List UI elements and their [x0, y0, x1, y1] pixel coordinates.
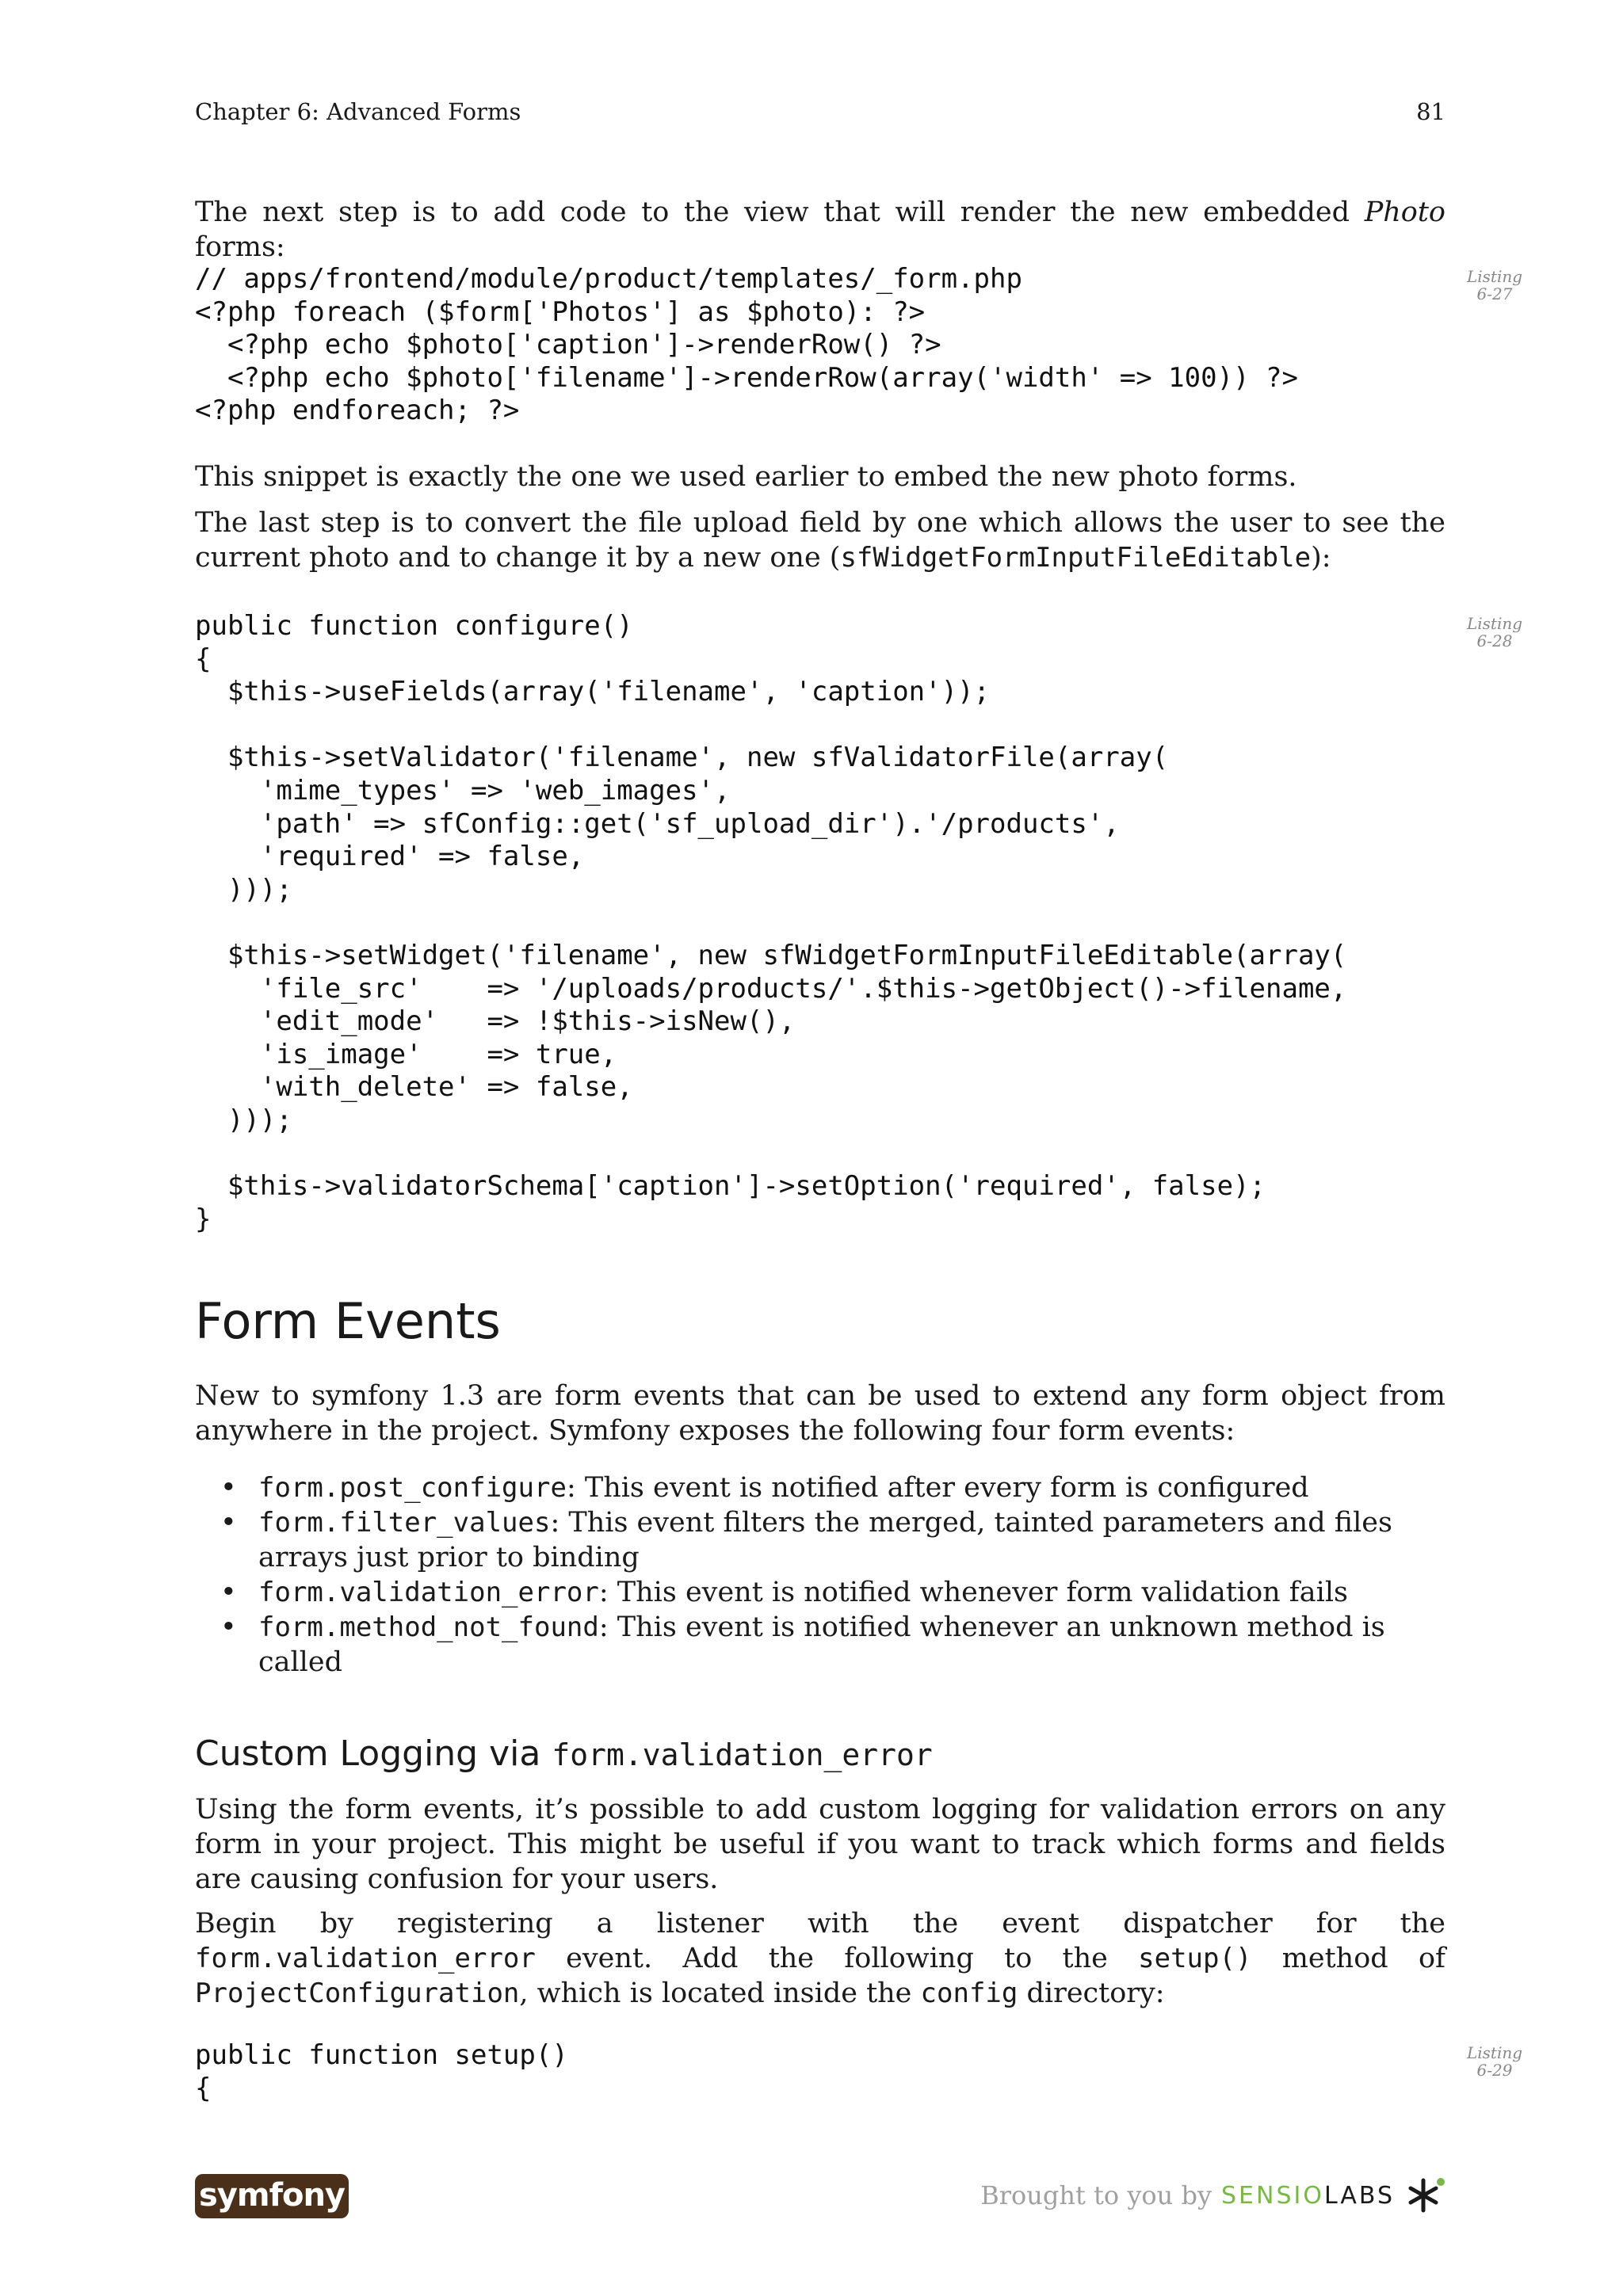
event-description: : This event is notified whenever an unknown method is called [258, 1611, 1385, 1678]
intro-emphasis: Photo [1364, 196, 1445, 228]
page-header [195, 98, 1445, 130]
listing-label-number: 6-27 [1476, 284, 1513, 303]
sensiolabs-star-icon [1406, 2177, 1445, 2214]
inline-code: config [920, 1978, 1018, 2009]
logging-paragraph: Using the form events, it’s possible to add custom logging for validation errors on any form in your project. This might be useful if you want to track which forms and fields are causing confusion for your users. [195, 1794, 1445, 1895]
code-listing-6-28: public function configure() { $this->useFields(array('filename', 'caption')); $this->setValidator('filename', new sfValidatorFile(array( 'mime_types' => 'web_images', 'path' => sfConfig::get('sf_upload_dir').'/products', 'required' => false, ))); $this->setWidget('filename', new sfWidgetFormInputFileEditable(array( 'file_src' => '/uploads/products/'.$this->getObject()->filename, 'edit_mode' => !$this->isNew(), 'is_image' => true, 'with_delete' => false, ))); $this->validatorSchema['caption']->setOption('required', false); } [195, 610, 1347, 1235]
last-step-text: The last step is to convert the file upload field by one which allows the user to see the current photo and to change it by a new one ( [195, 507, 1445, 574]
section-title: Form Events [195, 1292, 501, 1350]
events-list [195, 1470, 1445, 1680]
inline-code: setup() [1138, 1943, 1252, 1974]
listing-label-word: Listing [1466, 2043, 1523, 2062]
last-step-paragraph [195, 505, 1445, 575]
event-name: form.validation_error [258, 1577, 599, 1608]
inline-code: form.validation_error [195, 1943, 536, 1974]
events-paragraph: New to symfony 1.3 are form events that can be used to extend any form object from anywhere in the project. Symfony exposes the following four form events: [195, 1380, 1445, 1447]
page-number: 81 [1416, 98, 1445, 125]
listing-label-word: Listing [1466, 614, 1523, 633]
chapter-title: Chapter 6: Advanced Forms [195, 98, 521, 125]
code-listing-6-29: public function setup() { [195, 2039, 568, 2104]
event-name: form.method_not_found [258, 1611, 599, 1643]
listing-label-word: Listing [1466, 267, 1523, 286]
list-item: • form.post_configure: This event is notified after every form is configured [220, 1472, 1309, 1504]
event-name: form.post_configure [258, 1472, 567, 1504]
subsection-code: form.validation_error [552, 1737, 933, 1772]
list-item: • form.filter_values: This event filters the merged, tainted parameters and files arrays just prior to binding [220, 1507, 1392, 1573]
event-description: : This event is notified after every form is configured [566, 1472, 1309, 1504]
listing-label-6-28 [1455, 615, 1534, 650]
subsection-text: Custom Logging via [195, 1733, 552, 1774]
listing-label-number: 6-28 [1476, 631, 1513, 650]
intro-text-end: forms: [195, 231, 285, 263]
event-description: : This event filters the merged, tainted parameters and files arrays just prior to binding [258, 1507, 1392, 1573]
intro-paragraph [195, 195, 1445, 265]
sensio-wordmark: SENSIO [1221, 2181, 1324, 2210]
inline-code: sfWidgetFormInputFileEditable [840, 542, 1312, 574]
inline-code: ProjectConfiguration [195, 1978, 520, 2009]
list-item: • form.validation_error: This event is notified whenever form validation fails [220, 1577, 1348, 1608]
listing-label-6-29 [1455, 2044, 1534, 2079]
footer-credit [980, 2176, 1445, 2215]
intro-text: The next step is to add code to the view that will render the new embedded [195, 196, 1365, 228]
listing-label-number: 6-29 [1476, 2061, 1513, 2080]
last-step-text-end: ): [1311, 542, 1331, 574]
event-description: : This event is notified whenever form validation fails [598, 1577, 1348, 1608]
list-item: • form.method_not_found: This event is notified whenever an unknown method is called [220, 1611, 1385, 1678]
symfony-logo: symfony [195, 2174, 349, 2218]
event-name: form.filter_values [258, 1507, 551, 1539]
labs-wordmark: LABS [1323, 2181, 1395, 2210]
snippet-paragraph: This snippet is exactly the one we used earlier to embed the new photo forms. [195, 461, 1297, 493]
code-listing-6-27: // apps/frontend/module/product/templates/_form.php <?php foreach ($form['Photos'] as $photo): ?> <?php echo $photo['caption']->renderRow() ?> <?php echo $photo['filename']->renderRow(array('width' => 100)) ?> <?php endforeach; ?> [195, 263, 1298, 427]
footer-brought-text: Brought to you by [980, 2180, 1212, 2210]
register-paragraph: Begin by registering a listener with the event dispatcher for the form.validation_error event. Add the following to the setup() method of ProjectConfiguration, which is located inside the config directory: [195, 1908, 1445, 2009]
subsection-title [195, 1732, 933, 1777]
listing-label-6-27 [1455, 268, 1534, 303]
